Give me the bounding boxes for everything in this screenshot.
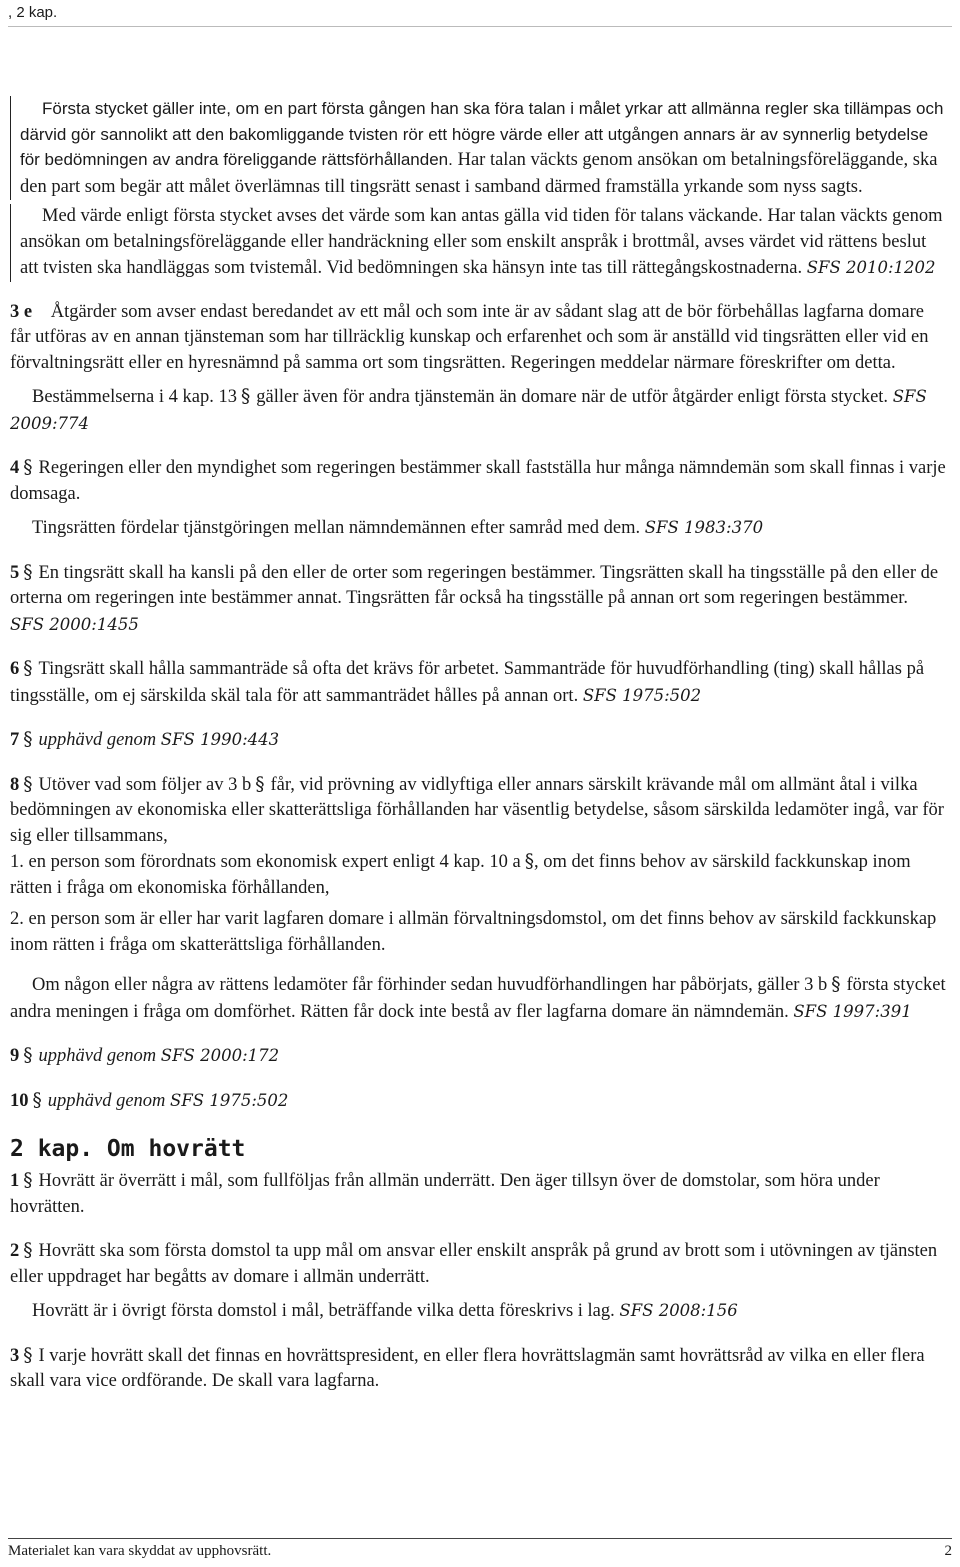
section-sign-icon: § bbox=[32, 1089, 42, 1111]
section-sign-icon: § bbox=[23, 561, 33, 583]
section-text: Bestämmelserna i 4 kap. 13 bbox=[32, 387, 237, 407]
section-sign-icon: § bbox=[23, 1344, 33, 1366]
section-6 bbox=[10, 656, 946, 709]
sfs-reference: SFS 2009:774 bbox=[10, 387, 927, 433]
section-10 bbox=[10, 1088, 946, 1115]
chapter-2-section-3 bbox=[10, 1343, 946, 1395]
document-body bbox=[10, 96, 946, 1395]
sfs-reference: SFS 2008:156 bbox=[619, 1301, 738, 1320]
section-4 bbox=[10, 455, 946, 507]
section-9 bbox=[10, 1043, 946, 1070]
section-8 bbox=[10, 772, 946, 850]
section-number: 9 bbox=[10, 1046, 20, 1066]
section-text: första stycket andra meningen i fråga om domförhet. Rätten får dock inte bestå av fler lagfarna domare än nämndemän. bbox=[10, 975, 946, 1022]
section-number: 1 bbox=[10, 1171, 20, 1191]
section-8-paragraph-3 bbox=[10, 972, 946, 1025]
footer-divider bbox=[8, 1538, 952, 1539]
section-text: En tingsrätt skall ha kansli på den eller de orter som regeringen bestämmer. Tingsrätten skall ha tingsställe på den eller de orterna om regeringen inte bestämmer annat. Tingsrätten får också ha tingsställe på annan ort som regeringen bestämmer. bbox=[10, 562, 939, 608]
item-text: 1. en person som förordnats som ekonomisk expert enligt 4 kap. 10 a bbox=[10, 852, 521, 872]
section-8-item-1 bbox=[10, 849, 946, 901]
section-text: Hovrätt är i övrigt första domstol i mål, beträffande vilka detta föreskrivs i lag. bbox=[32, 1301, 615, 1321]
section-number: 6 bbox=[10, 659, 20, 679]
section-sign-icon: § bbox=[23, 773, 33, 795]
section-sign-icon: § bbox=[23, 1045, 33, 1066]
section-number: 3 e bbox=[10, 301, 33, 322]
section-number: 7 bbox=[10, 730, 20, 750]
paragraph-amended bbox=[10, 96, 946, 200]
section-text: Tingsrätt skall hålla sammanträde så ofta det krävs för arbetet. Sammanträde för huvudförhandling (ting) skall hållas på tingsställe, om ej särskilda skäl tala för att sammanträdet hålles på annan ort. bbox=[10, 659, 925, 706]
paragraph-text: Med värde enligt första stycket avses det värde som kan antas gälla vid tiden för talans väckande. Har talan väckts genom ansökan om betalningsföreläggande eller handräckning eller som enskilt anspråk i brottmål, avses värdet vid rättens beslut att tvisten ska handläggas som tvistemål. Vid bedömningen ska hänsyn inte tas till rättegångskostnaderna. bbox=[20, 206, 943, 278]
section-text: I varje hovrätt skall det finnas en hovrättspresident, en eller flera hovrättslagmän samt hovrättsråd av vilka en eller flera skall vara vice ordförande. De skall vara lagfarna. bbox=[10, 1345, 925, 1391]
section-7 bbox=[10, 727, 946, 754]
section-text: Åtgärder som avser endast beredandet av ett mål och som inte är av sådant slag att de bör förbehållas lagfarna domare får utföras av en annan tjänsteman som har tillräcklig kunskap och erfarenhet och som är anställd vid tingsrätten eller vid en förvaltningsrätt eller en hyresnämnd på samma ort som tingsrätten. Regeringen meddelar närmare föreskrifter om detta. bbox=[10, 301, 929, 373]
section-sign-icon: § bbox=[524, 851, 534, 872]
section-4-paragraph-2 bbox=[10, 515, 946, 542]
header-divider bbox=[8, 26, 952, 27]
running-header: , 2 kap. bbox=[8, 4, 58, 21]
section-text: Regeringen eller den myndighet som regeringen bestämmer skall fastställa hur många nämndemän som skall finnas i varje domsaga. bbox=[10, 458, 946, 504]
sfs-reference: SFS 1997:391 bbox=[793, 1001, 912, 1021]
section-sign-icon: § bbox=[831, 974, 841, 995]
sfs-reference: SFS 1990:443 bbox=[160, 730, 280, 749]
section-number: 10 bbox=[10, 1090, 29, 1111]
section-number: 8 bbox=[10, 774, 20, 795]
chapter-2-section-2-paragraph-2 bbox=[10, 1298, 946, 1325]
paragraph-text: Har talan väckts genom ansökan om betalningsföreläggande, ska den part som begär att målet överlämnas till tingsrätt senast i samband därmed framställa yrkande som nyss sagts. bbox=[20, 150, 938, 197]
section-sign-icon: § bbox=[23, 729, 33, 750]
section-sign-icon: § bbox=[23, 1170, 33, 1191]
section-3e bbox=[10, 300, 946, 377]
page-number: 2 bbox=[944, 1543, 952, 1559]
sfs-reference: SFS 2000:1455 bbox=[10, 614, 139, 634]
section-text: Utöver vad som följer av 3 b bbox=[38, 774, 252, 795]
section-text: Tingsrätten fördelar tjänstgöringen mellan nämndemännen efter samråd med dem. bbox=[32, 518, 641, 538]
section-sign-icon: § bbox=[23, 457, 33, 478]
repealed-label: upphävd genom bbox=[38, 730, 157, 750]
chapter-2-section-1 bbox=[10, 1168, 946, 1220]
section-8-item-2 bbox=[10, 907, 946, 958]
sfs-reference: SFS 1983:370 bbox=[644, 518, 764, 537]
item-text: 2. en person som är eller har varit lagfaren domare i allmän förvaltningsdomstol, om det finns behov av särskild fackkunskap inom rätten i fråga om skatterättsliga förhållanden. bbox=[10, 909, 937, 955]
section-3e-paragraph-2 bbox=[10, 384, 946, 437]
section-sign-icon: § bbox=[23, 658, 33, 679]
section-5 bbox=[10, 560, 946, 639]
section-sign-icon: § bbox=[241, 386, 251, 407]
repealed-label: upphävd genom bbox=[38, 1046, 157, 1066]
section-number: 2 bbox=[10, 1241, 20, 1261]
section-text: Hovrätt är överrätt i mål, som fullföljas från allmän underrätt. Den äger tillsyn över de domstolar, som höra under hovrätten. bbox=[10, 1171, 880, 1217]
section-number: 3 bbox=[10, 1345, 20, 1366]
section-sign-icon: § bbox=[255, 773, 265, 795]
footer-notice: Materialet kan vara skyddat av upphovsrätt. bbox=[8, 1543, 272, 1559]
item-text: , om det finns behov av särskild fackkunskap inom rätten i fråga om ekonomiska förhållanden, bbox=[10, 852, 911, 898]
sfs-reference: SFS 1975:502 bbox=[582, 685, 702, 705]
section-text: Om någon eller några av rättens ledamöter får förhinder sedan huvudförhandlingen har påbörjats, gäller 3 b bbox=[32, 975, 828, 995]
repealed-label: upphävd genom bbox=[47, 1090, 166, 1111]
sfs-reference: SFS 2000:172 bbox=[160, 1046, 280, 1065]
chapter-2-section-2 bbox=[10, 1238, 946, 1290]
sfs-reference: SFS 1975:502 bbox=[170, 1090, 289, 1110]
section-text: gäller även för andra tjänstemän än domare när de utför åtgärder enligt första stycket. bbox=[256, 387, 889, 407]
section-sign-icon: § bbox=[23, 1240, 33, 1261]
paragraph-value bbox=[10, 204, 946, 282]
chapter-heading: 2 kap. Om hovrätt bbox=[10, 1136, 246, 1162]
section-number: 4 bbox=[10, 458, 20, 478]
sfs-reference: SFS 2010:1202 bbox=[806, 258, 936, 277]
paragraph-text: Första stycket gäller inte, om en part första gången han ska föra talan i målet yrkar att allmänna regler ska tillämpas och därvid gör sannolikt att den bakomliggande tvisten rör ett högre värde eller att utgången annars är av synnerlig betydelse för bedömningen av andra föreliggande rättsförhållanden. bbox=[20, 99, 944, 169]
section-number: 5 bbox=[10, 562, 20, 583]
section-text: Hovrätt ska som första domstol ta upp mål om ansvar eller enskilt anspråk på grund av brott som i utövningen av tjänsten eller uppdraget har begåtts av domare i allmän underrätt. bbox=[10, 1241, 938, 1287]
section-text: får, vid prövning av vidlyftiga eller annars särskilt krävande mål om allmänt åtal i vilka bedömningen av ekonomiska eller skatterättsliga förhållanden har väsentlig betydelse, såsom särskilda ledamöter ingå, var för sig eller tillsammans, bbox=[10, 774, 944, 846]
